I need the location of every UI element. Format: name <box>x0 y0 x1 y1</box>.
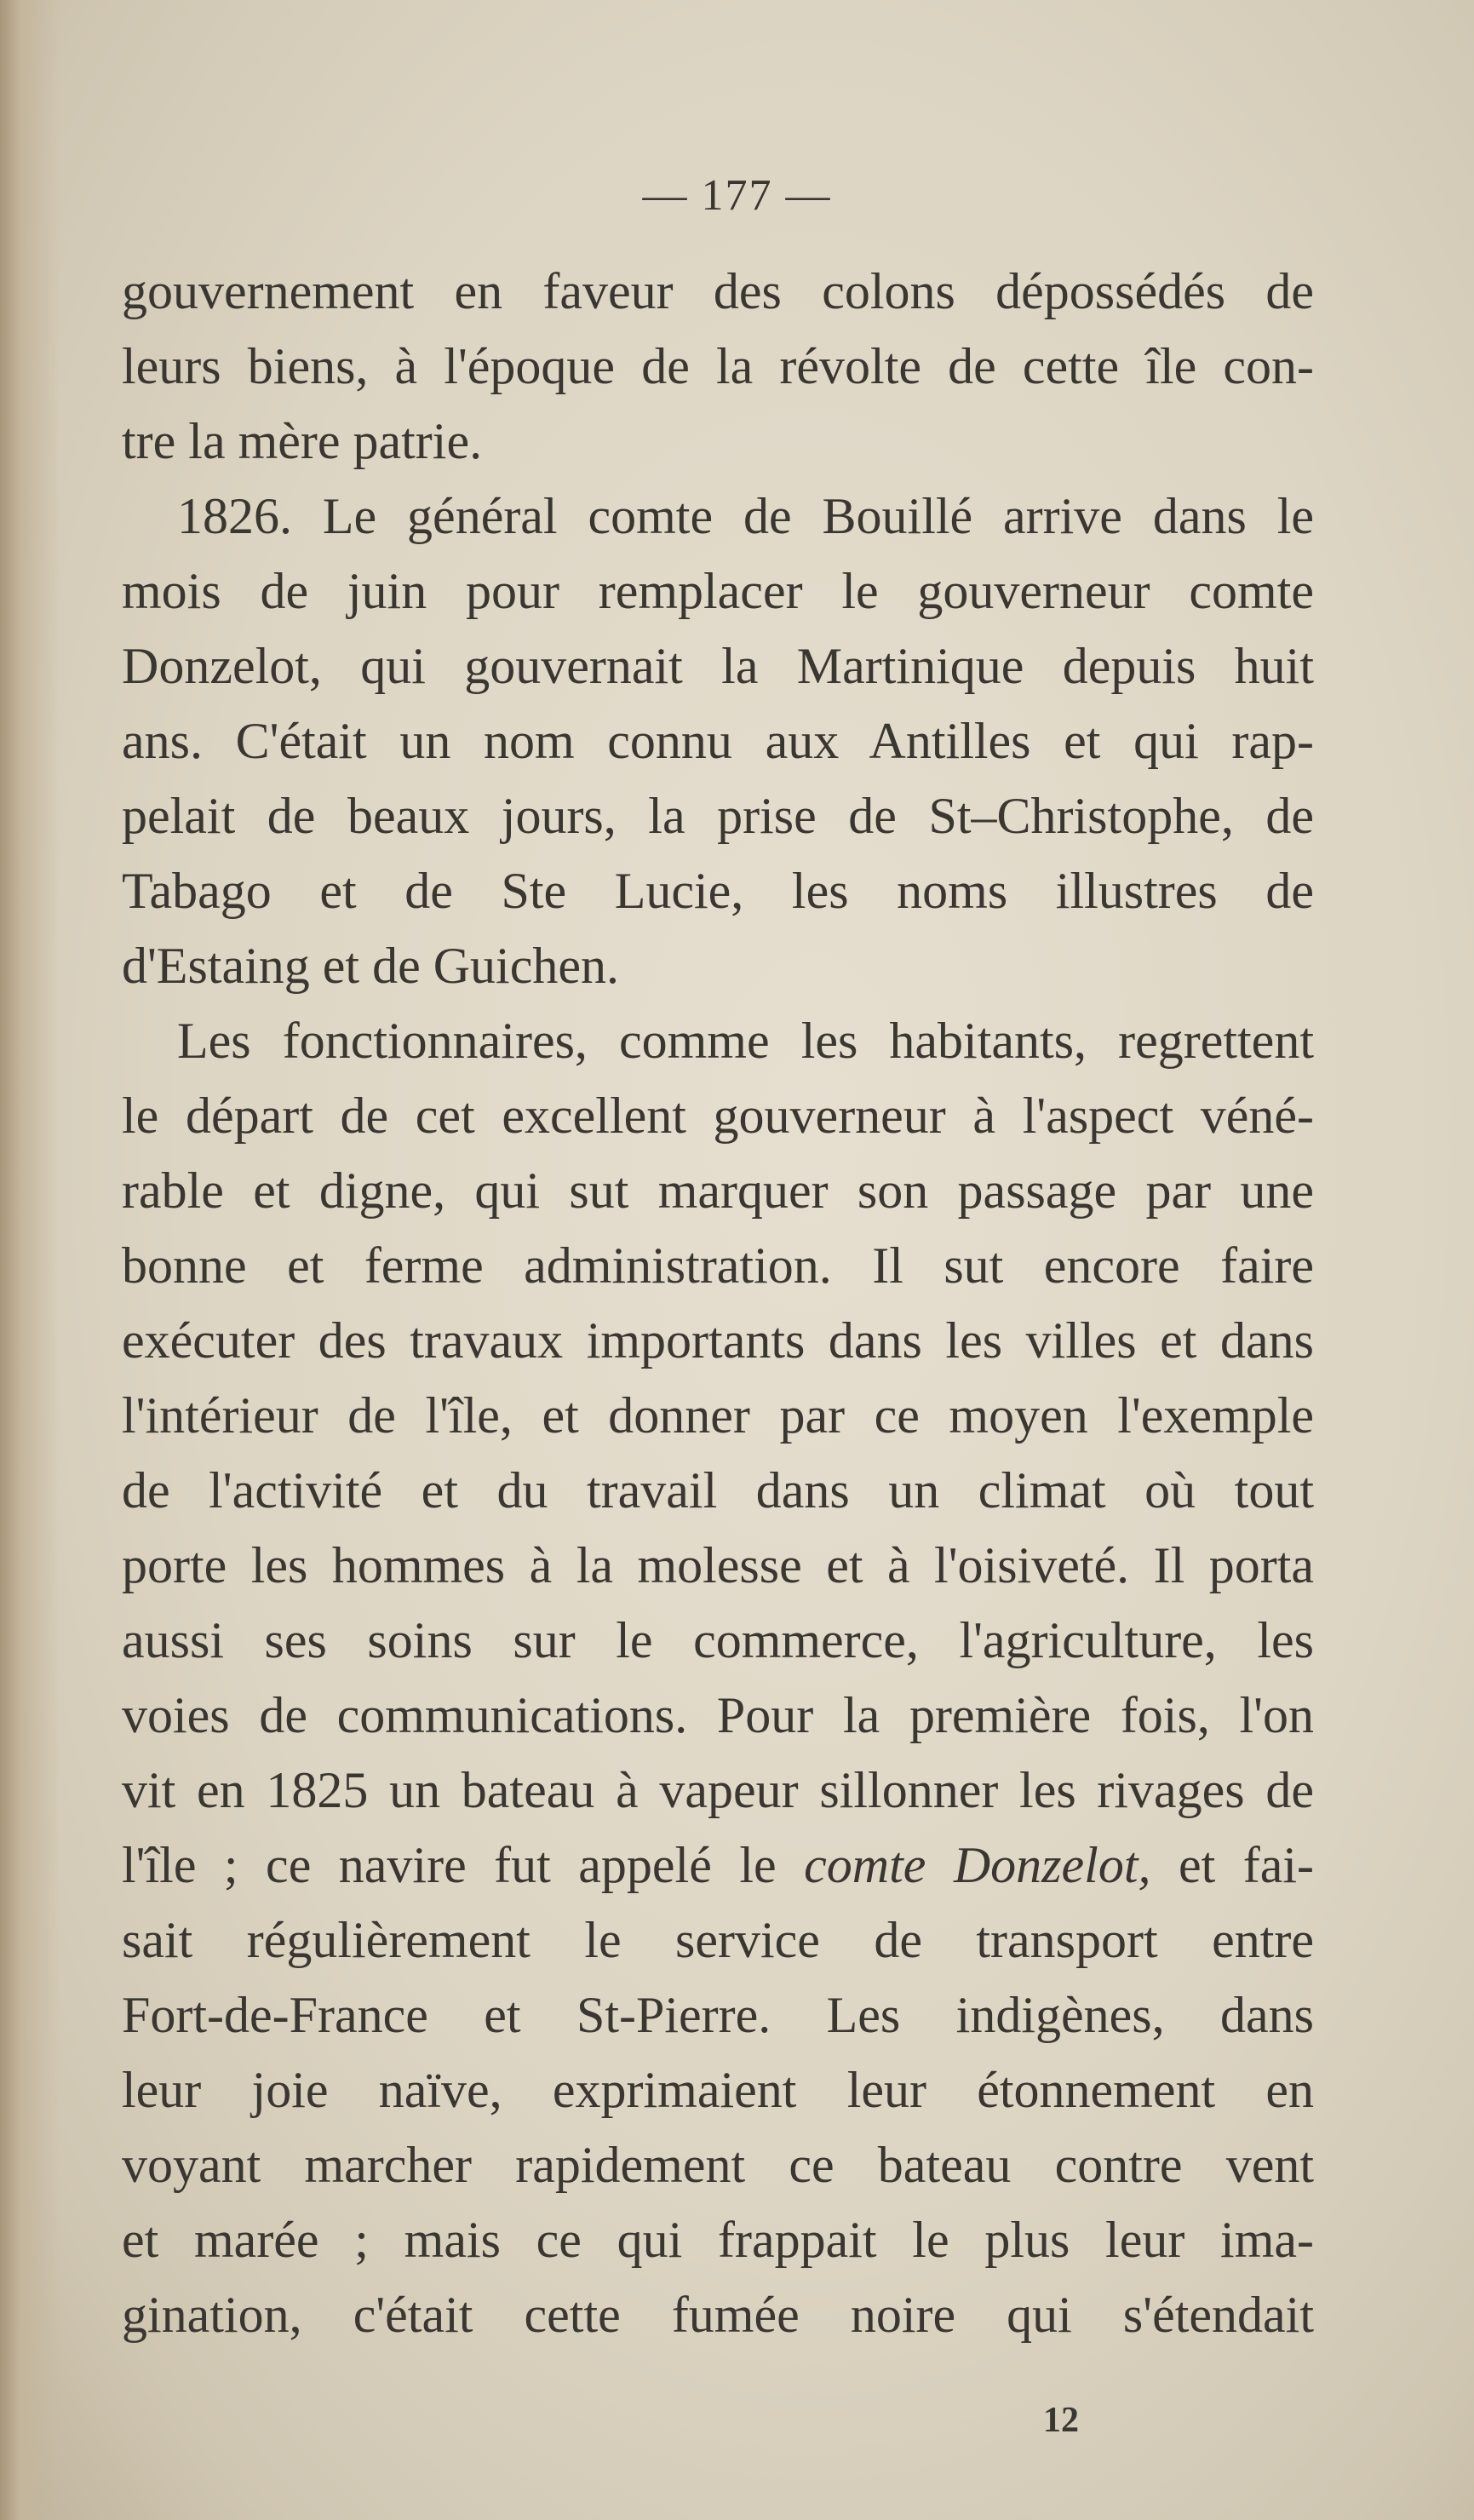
text-line: leurs biens, à l'époque de la révolte de cette île con- <box>122 338 1314 394</box>
text-line <box>122 1828 1314 1903</box>
text-line: exécuter des travaux importants dans les villes et dans <box>122 1312 1314 1369</box>
text-line: leur joie naïve, exprimaient leur étonnement en <box>122 2062 1314 2118</box>
text-line: sait régulièrement le service de transport entre <box>122 1912 1314 1968</box>
text-line: voyant marcher rapidement ce bateau contre vent <box>122 2137 1314 2193</box>
text-line: tre la mère patrie. <box>122 413 483 469</box>
text-line: Les fonctionnaires, comme les habitants, regrettent <box>177 1013 1314 1069</box>
text-line: pelait de beaux jours, la prise de St–Christophe, de <box>122 788 1314 844</box>
text-line: le départ de cet excellent gouverneur à l'aspect véné- <box>122 1088 1314 1144</box>
page-edge-shadow <box>0 0 60 2520</box>
text-line: ans. C'était un nom connu aux Antilles et qui rap- <box>122 713 1314 769</box>
text-line: mois de juin pour remplacer le gouverneur comte <box>122 563 1314 619</box>
text-line: l'intérieur de l'île, et donner par ce moyen l'exemple <box>122 1387 1314 1444</box>
text-segment: et fai- <box>1179 1837 1315 1893</box>
text-line: Fort-de-France et St-Pierre. Les indigènes, dans <box>122 1987 1314 2043</box>
text-line: vit en 1825 un bateau à vapeur sillonner les rivages de <box>122 1762 1314 1818</box>
text-line: porte les hommes à la molesse et à l'oisiveté. Il porta <box>122 1537 1314 1593</box>
text-line: rable et digne, qui sut marquer son passage par une <box>122 1162 1314 1219</box>
text-line: Tabago et de Ste Lucie, les noms illustres de <box>122 863 1314 919</box>
text-line: bonne et ferme administration. Il sut encore faire <box>122 1237 1314 1294</box>
text-segment: l'île ; ce navire fut appelé le <box>122 1837 777 1893</box>
text-line: Donzelot, qui gouvernait la Martinique depuis huit <box>122 638 1314 694</box>
signature-mark: 12 <box>1043 2401 1079 2440</box>
text-line: voies de communications. Pour la première fois, l'on <box>122 1687 1314 1743</box>
text-line: d'Estaing et de Guichen. <box>122 938 619 994</box>
body-text <box>122 254 1314 2352</box>
text-line: 1826. Le général comte de Bouillé arrive dans le <box>177 488 1314 544</box>
italic-ship-name: comte Donzelot, <box>804 1837 1151 1893</box>
page-number: — 177 — <box>642 171 832 220</box>
text-line: de l'activité et du travail dans un climat où tout <box>122 1462 1314 1518</box>
text-line: aussi ses soins sur le commerce, l'agriculture, les <box>122 1612 1314 1668</box>
text-line: gination, c'était cette fumée noire qui s'étendait <box>122 2287 1314 2343</box>
text-line: et marée ; mais ce qui frappait le plus leur ima- <box>122 2212 1314 2268</box>
text-line: gouvernement en faveur des colons dépossédés de <box>122 263 1314 319</box>
